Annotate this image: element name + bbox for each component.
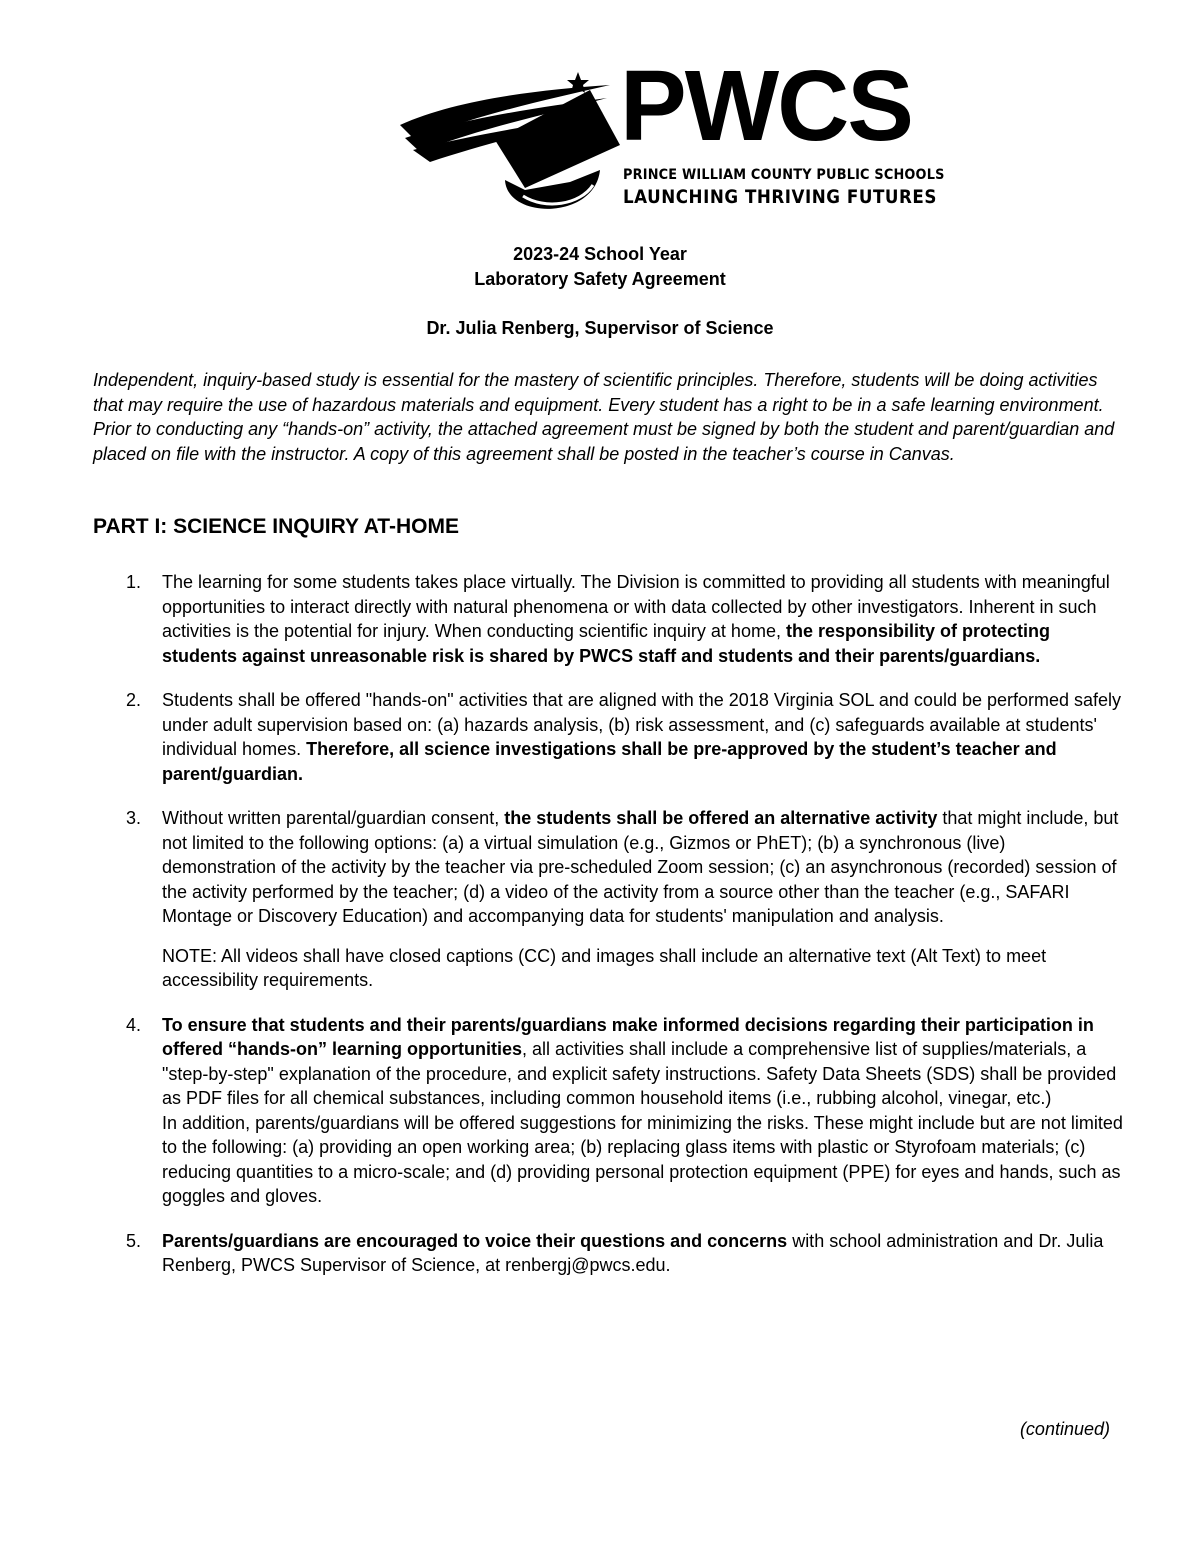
list-item — [93, 688, 1123, 786]
list-item — [93, 570, 1123, 668]
item-number: 3. — [126, 808, 142, 828]
item-number: 4. — [126, 1014, 142, 1035]
graduation-cap-icon — [395, 70, 625, 220]
school-year: 2023-24 School Year — [513, 244, 687, 264]
list-item — [93, 1013, 1123, 1209]
logo-district-name: PRINCE WILLIAM COUNTY PUBLIC SCHOOLS — [623, 167, 945, 183]
logo-tagline: LAUNCHING THRIVING FUTURES — [623, 186, 937, 208]
list-item — [93, 1229, 1123, 1278]
document-title: Laboratory Safety Agreement — [474, 269, 726, 289]
item-text: The learning for some students takes place virtually. The Division is committed to providing all students with meaningful opportunities to interact directly with natural phenomena or with data collected by other investigators. Inherent in such activities is the potential for injury. When conducting scientific inquiry at home, the responsibility of protecting students against unreasonable risk is shared by PWCS staff and students and their parents/guardians. — [162, 572, 1110, 666]
logo-acronym: PWCS — [620, 50, 912, 162]
item-number: 1. — [126, 572, 142, 592]
item-text-continued: In addition, parents/guardians will be offered suggestions for minimizing the risks. These might include but are not limited to the following: (a) providing an open working area; (b) replacing glass items with plastic or Styrofoam materials; (c) reducing quantities to a micro-scale; and (d) providing personal protection equipment (PPE) for eyes and hands, such as goggles and gloves. — [162, 1112, 1123, 1206]
list-item — [93, 806, 1123, 993]
intro-paragraph: Independent, inquiry-based study is essential for the mastery of scientific principles. Therefore, students will be doing activities that may require the use of hazardous materials and equipment. Every student has a right to be in a safe learning environment. Prior to conducting any “hands-on” activity, the attached agreement must be signed by both the student and parent/guardian and placed on file with the instructor. A copy of this agreement shall be posted in the teacher’s course in Canvas. — [93, 370, 1115, 464]
item-text: Parents/guardians are encouraged to voice their questions and concerns with school administration and Dr. Julia Renberg, PWCS Supervisor of Science, at renbergj@pwcs.edu. — [162, 1230, 1104, 1275]
agreement-list — [93, 570, 1123, 1298]
pwcs-logo — [395, 50, 945, 220]
item-text: Without written parental/guardian consent, the students shall be offered an alternative activity that might include, but not limited to the following options: (a) a virtual simulation (e.g., Gizmos or PhET); (b) a synchronous (live) demonstration of the activity by the teacher via pre-scheduled Zoom session; (c) an asynchronous (recorded) session of the activity performed by the teacher; (d) a video of the activity from a source other than the teacher (e.g., SAFARI Montage or Discovery Education) and accompanying data for students' manipulation and analysis. — [162, 808, 1119, 926]
item-number: 2. — [126, 690, 142, 710]
item-text: Students shall be offered "hands-on" activities that are aligned with the 2018 Virginia SOL and could be performed safely under adult supervision based on: (a) hazards analysis, (b) risk assessment, and (c) safeguards available at students' individual homes. Therefore, all science investigations shall be pre-approved by the student’s teacher and parent/guardian. — [162, 690, 1122, 784]
part-heading: PART I: SCIENCE INQUIRY AT-HOME — [93, 515, 459, 538]
item-note: NOTE: All videos shall have closed captions (CC) and images shall include an alternative text (Alt Text) to meet accessibility requirements. — [162, 945, 1047, 990]
author-line: Dr. Julia Renberg, Supervisor of Science — [426, 318, 774, 338]
continued-label: (continued) — [1019, 1419, 1110, 1439]
item-number: 5. — [126, 1230, 142, 1251]
item-text: To ensure that students and their parents/guardians make informed decisions regarding their participation in offered “hands-on” learning opportunities, all activities shall include a comprehensive list of supplies/materials, a "step-by-step" explanation of the procedure, and explicit safety instructions. Safety Data Sheets (SDS) shall be provided as PDF files for all chemical substances, including common household items (i.e., rubbing alcohol, vinegar, etc.) — [162, 1014, 1117, 1108]
